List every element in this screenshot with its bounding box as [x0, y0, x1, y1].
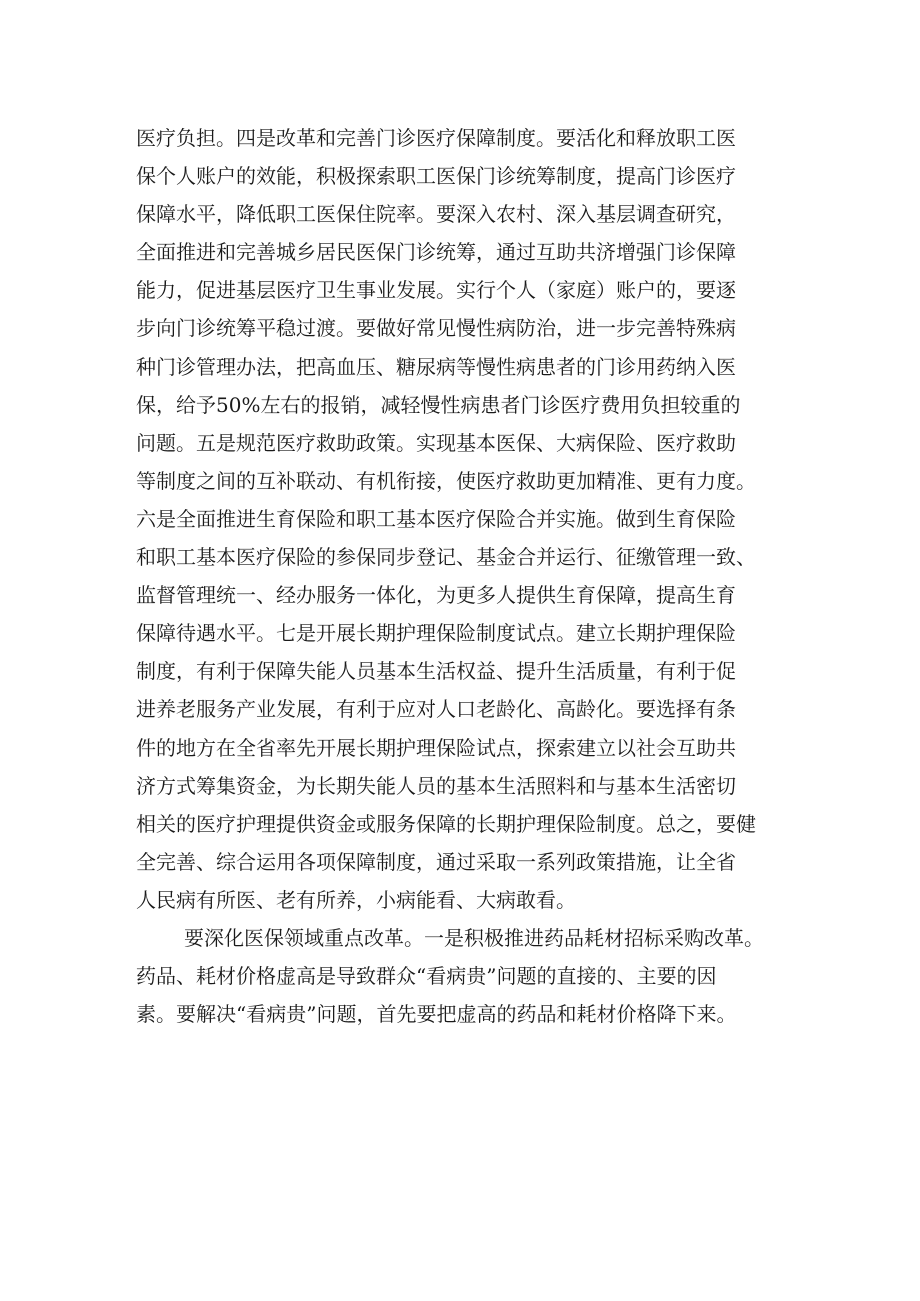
text-line: 能力，促进基层医疗卫生事业发展。实行个人（家庭）账户的，要逐: [136, 278, 736, 303]
text-line: 人民病有所医、老有所养，小病能看、大病敢看。: [136, 887, 576, 912]
paragraph-2: [136, 919, 806, 1033]
text-line: 步向门诊统筹平稳过渡。要做好常见慢性病防治，进一步完善特殊病: [136, 316, 736, 341]
document-body: [136, 119, 806, 1033]
paragraph-1: [136, 119, 806, 919]
text-line: 监督管理统一、经办服务一体化，为更多人提供生育保障，提高生育: [136, 583, 736, 608]
text-line: 六是全面推进生育保险和职工基本医疗保险合并实施。做到生育保险: [136, 506, 736, 531]
text-line: 相关的医疗护理提供资金或服务保障的长期护理保险制度。总之，要健: [136, 811, 756, 836]
text-line: 药品、耗材价格虚高是导致群众“看病贵”问题的直接的、主要的因: [136, 964, 717, 989]
text-line: 和职工基本医疗保险的参保同步登记、基金合并运行、征缴管理一致、: [136, 545, 756, 570]
text-line: 进养老服务产业发展，有利于应对人口老龄化、高龄化。要选择有条: [136, 697, 736, 722]
text-line: 医疗负担。四是改革和完善门诊医疗保障制度。要活化和释放职工医: [136, 126, 736, 150]
text-line: 保，给予50%左右的报销，减轻慢性病患者门诊医疗费用负担较重的: [136, 392, 741, 417]
text-line: 等制度之间的互补联动、有机衔接，使医疗救助更加精准、更有力度。: [136, 468, 756, 493]
text-line: 保障待遇水平。七是开展长期护理保险制度试点。建立长期护理保险: [136, 621, 736, 646]
text-line: 全完善、综合运用各项保障制度，通过采取一系列政策措施，让全省: [136, 849, 736, 874]
text-line: 制度，有利于保障失能人员基本生活权益、提升生活质量，有利于促: [136, 659, 736, 684]
text-line: 种门诊管理办法，把高血压、糖尿病等慢性病患者的门诊用药纳入医: [136, 354, 736, 379]
text-line: 全面推进和完善城乡居民医保门诊统筹，通过互助共济增强门诊保障: [136, 240, 736, 265]
text-line: 问题。五是规范医疗救助政策。实现基本医保、大病保险、医疗救助: [136, 430, 736, 455]
text-line: 济方式筹集资金，为长期失能人员的基本生活照料和与基本生活密切: [136, 773, 736, 798]
text-line: 保障水平，降低职工医保住院率。要深入农村、深入基层调查研究，: [136, 202, 736, 227]
text-line: 保个人账户的效能，积极探索职工医保门诊统筹制度，提高门诊医疗: [136, 164, 736, 189]
text-line: 素。要解决“看病贵”问题，首先要把虚高的药品和耗材价格降下来。: [136, 1002, 737, 1027]
text-line: 件的地方在全省率先开展长期护理保险试点，探索建立以社会互助共: [136, 735, 736, 760]
text-line: 要深化医保领域重点改革。一是积极推进药品耗材招标采购改革。: [184, 925, 764, 950]
